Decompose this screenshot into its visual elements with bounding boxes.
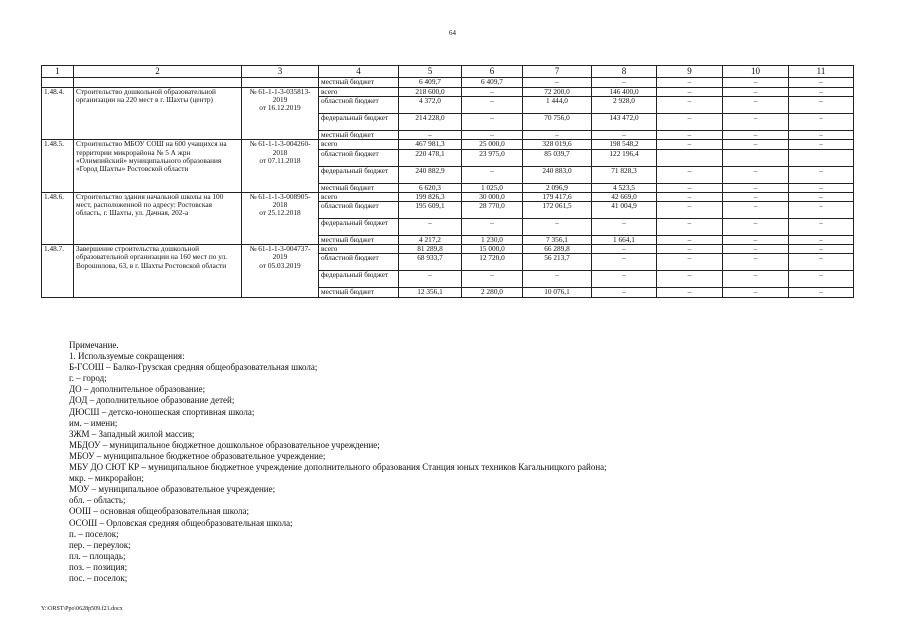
amount-cell: 1 444,0 (523, 97, 592, 114)
amount-cell: – (523, 219, 592, 236)
project-document (242, 245, 319, 297)
abbreviation-item: им. – имени; (69, 417, 118, 428)
amount-cell: 12 720,0 (462, 254, 523, 271)
abbreviation-item: МОУ – муниципальное образовательное учреждение; (69, 484, 276, 495)
column-number: 8 (592, 66, 657, 78)
amount-cell: 1 664,1 (592, 236, 657, 245)
amount-cell: – (462, 271, 523, 288)
amount-cell: 467 981,3 (399, 140, 462, 149)
table-row (42, 140, 854, 149)
document-cell (242, 78, 319, 88)
amount-cell: – (789, 114, 854, 131)
amount-cell: 4 372,0 (399, 97, 462, 114)
amount-cell: – (789, 271, 854, 288)
column-number: 9 (657, 66, 723, 78)
amount-cell: – (789, 166, 854, 183)
column-number: 3 (242, 66, 319, 78)
amount-cell: 220 478,1 (399, 149, 462, 166)
amount-cell: – (789, 288, 854, 297)
amount-cell: – (592, 78, 657, 88)
document-number: № 61-1-1-3-004260-2018 (249, 139, 311, 157)
amount-cell: 56 213,7 (523, 254, 592, 271)
amount-cell: – (657, 166, 723, 183)
amount-cell: – (789, 245, 854, 254)
funding-source: всего (319, 192, 399, 201)
amount-cell: 6 409,7 (462, 78, 523, 88)
amount-cell: 25 000,0 (462, 140, 523, 149)
abbreviation-item: пер. – переулок; (69, 539, 131, 550)
document-date: от 05.03.2019 (259, 260, 301, 270)
amount-cell: 28 770,0 (462, 202, 523, 219)
abbreviation-item: поз. – позиция; (69, 561, 128, 572)
project-name: Строительство здания начальной школы на 100 мест, расположенной по адресу: Ростовская область, г. Шахты, ул. Дачная, 202-а (74, 192, 242, 244)
amount-cell: – (723, 236, 789, 245)
funding-source: всего (319, 88, 399, 97)
amount-cell: 172 061,5 (523, 202, 592, 219)
notes-section (69, 340, 849, 584)
amount-cell: – (657, 114, 723, 131)
document-date: от 25.12.2018 (259, 208, 301, 218)
abbreviation-item: ЗЖМ – Западный жилой массив; (69, 428, 195, 439)
amount-cell: – (789, 202, 854, 219)
project-id: 1.48.6. (42, 192, 74, 244)
amount-cell: 15 000,0 (462, 245, 523, 254)
abbreviation-item: г. – город; (69, 373, 107, 384)
abbreviation-item: пос. – поселок; (69, 572, 128, 583)
amount-cell: – (657, 140, 723, 149)
amount-cell: – (789, 97, 854, 114)
amount-cell: – (657, 236, 723, 245)
amount-cell: – (592, 254, 657, 271)
amount-cell: 12 356,1 (399, 288, 462, 297)
amount-cell: – (592, 271, 657, 288)
amount-cell: 143 472,0 (592, 114, 657, 131)
amount-cell: – (723, 78, 789, 88)
amount-cell: 71 828,3 (592, 166, 657, 183)
table-header-row (42, 66, 854, 78)
amount-cell: – (657, 88, 723, 97)
project-name: Завершение строительства дошкольной образовательной организации на 160 мест по ул. Ворошилова, 63, в г. Шахты Ростовской области (74, 245, 242, 297)
amount-cell: 2 096,9 (523, 183, 592, 192)
document-number: № 61-1-1-3-004737-2019 (249, 244, 311, 262)
amount-cell: 1 025,0 (462, 183, 523, 192)
amount-cell: – (462, 88, 523, 97)
abbreviation-item: МБДОУ – муниципальное бюджетное дошкольное образовательное учреждение; (69, 439, 380, 450)
amount-cell: – (657, 219, 723, 236)
amount-cell: – (399, 131, 462, 140)
amount-cell: – (723, 202, 789, 219)
column-number: 2 (74, 66, 242, 78)
funding-source: всего (319, 245, 399, 254)
amount-cell: 199 826,3 (399, 192, 462, 201)
abbreviation-item: обл. – область; (69, 495, 126, 506)
amount-cell: 122 196,4 (592, 149, 657, 166)
column-number: 6 (462, 66, 523, 78)
abbreviation-item: ДО – дополнительное образование; (69, 384, 206, 395)
amount-cell: – (523, 131, 592, 140)
project-document (242, 192, 319, 244)
amount-cell: – (789, 219, 854, 236)
funding-source: всего (319, 140, 399, 149)
amount-cell: – (723, 271, 789, 288)
amount-cell: – (789, 183, 854, 192)
amount-cell: 2 928,0 (592, 97, 657, 114)
amount-cell: – (523, 78, 592, 88)
amount-cell: 240 882,9 (399, 166, 462, 183)
amount-cell: 30 000,0 (462, 192, 523, 201)
project-name: Строительство МБОУ СОШ на 600 учащихся на территории микрорайона № 5 А жрн «Олимпийский» муниципального образования «Город Шахты» Ростовской области (74, 140, 242, 192)
notes-title: Примечание. (69, 340, 119, 350)
abbreviation-item: ДОД – дополнительное образование детей; (69, 395, 235, 406)
footer-file-path: Y:\ORST\Ppo\0628p509.f21.docx (41, 606, 123, 612)
funding-source: федеральный бюджет (319, 114, 399, 131)
funding-source: областной бюджет (319, 97, 399, 114)
amount-cell: 214 228,0 (399, 114, 462, 131)
project-id: 1.48.5. (42, 140, 74, 192)
amount-cell: – (723, 166, 789, 183)
document-number: № 61-1-1-3-008905-2018 (249, 192, 311, 210)
funding-source: местный бюджет (319, 183, 399, 192)
funding-source: областной бюджет (319, 202, 399, 219)
amount-cell: 2 280,0 (462, 288, 523, 297)
funding-source: федеральный бюджет (319, 271, 399, 288)
table-row (42, 245, 854, 254)
amount-cell: 42 669,0 (592, 192, 657, 201)
amount-cell: – (462, 131, 523, 140)
amount-cell: – (657, 97, 723, 114)
abbreviation-item: МБОУ – муниципальное бюджетное образовательное учреждение; (69, 450, 326, 461)
amount-cell: 81 289,8 (399, 245, 462, 254)
column-number: 10 (723, 66, 789, 78)
amount-cell: – (592, 245, 657, 254)
abbreviation-item: пл. – площадь; (69, 550, 126, 561)
amount-cell: 66 289,8 (523, 245, 592, 254)
amount-cell: – (723, 88, 789, 97)
amount-cell: – (462, 219, 523, 236)
amount-cell: – (592, 288, 657, 297)
amount-cell: – (592, 219, 657, 236)
amount-cell: – (723, 245, 789, 254)
funding-table (41, 65, 854, 298)
column-number: 11 (789, 66, 854, 78)
amount-cell: 6 620,3 (399, 183, 462, 192)
abbreviations-list (69, 362, 849, 584)
abbreviation-item: МБУ ДО СЮТ КР – муниципальное бюджетное учреждение дополнительного образования Станция юных техников Кагальницкого района; (69, 462, 607, 473)
amount-cell: – (657, 271, 723, 288)
table-body (42, 66, 854, 298)
funding-source: местный бюджет (319, 131, 399, 140)
project-id: 1.48.4. (42, 88, 74, 140)
amount-cell: 41 004,9 (592, 202, 657, 219)
amount-cell: 7 356,1 (523, 236, 592, 245)
amount-cell: 179 417,6 (523, 192, 592, 201)
project-document (242, 88, 319, 140)
amount-cell: – (462, 166, 523, 183)
amount-cell: – (789, 192, 854, 201)
page-number: 64 (449, 29, 456, 37)
amount-cell: – (789, 140, 854, 149)
amount-cell: – (657, 131, 723, 140)
amount-cell: – (399, 271, 462, 288)
amount-cell: 4 523,5 (592, 183, 657, 192)
amount-cell: – (523, 271, 592, 288)
amount-cell: – (789, 254, 854, 271)
column-number: 4 (319, 66, 399, 78)
table-row (42, 192, 854, 201)
amount-cell: – (723, 97, 789, 114)
amount-cell: 6 409,7 (399, 78, 462, 88)
amount-cell: – (723, 254, 789, 271)
document-number: № 61-1-1-3-035813-2019 (249, 87, 311, 105)
amount-cell (789, 149, 854, 166)
funding-source: местный бюджет (319, 288, 399, 297)
amount-cell: 328 019,6 (523, 140, 592, 149)
amount-cell: – (592, 131, 657, 140)
funding-source: местный бюджет (319, 78, 399, 88)
amount-cell: 4 217,2 (399, 236, 462, 245)
document-date: от 16.12.2019 (259, 103, 301, 113)
amount-cell: – (723, 288, 789, 297)
amount-cell: – (723, 131, 789, 140)
column-number: 7 (523, 66, 592, 78)
amount-cell: – (657, 254, 723, 271)
project-id: 1.48.7. (42, 245, 74, 297)
funding-source: областной бюджет (319, 254, 399, 271)
amount-cell: – (789, 236, 854, 245)
document-date: от 07.11.2018 (259, 155, 301, 165)
amount-cell: 146 400,0 (592, 88, 657, 97)
funding-source: федеральный бюджет (319, 166, 399, 183)
amount-cell: 70 756,0 (523, 114, 592, 131)
column-number: 1 (42, 66, 74, 78)
amount-cell: – (723, 183, 789, 192)
amount-cell: 23 975,0 (462, 149, 523, 166)
amount-cell: – (723, 192, 789, 201)
amount-cell: – (657, 202, 723, 219)
amount-cell (657, 149, 723, 166)
funding-source: федеральный бюджет (319, 219, 399, 236)
abbreviation-item: Б-ГСОШ – Балко-Грузская средняя общеобразовательная школа; (69, 362, 318, 373)
abbreviation-item: ОСОШ – Орловская средняя общеобразовательная школа; (69, 517, 293, 528)
column-number: 5 (399, 66, 462, 78)
amount-cell: 195 609,1 (399, 202, 462, 219)
amount-cell: – (399, 219, 462, 236)
project-name-cell (74, 78, 242, 88)
amount-cell: – (789, 131, 854, 140)
amount-cell: – (462, 114, 523, 131)
amount-cell: – (723, 140, 789, 149)
table-row (42, 88, 854, 97)
abbreviation-item: п. – поселок; (69, 528, 119, 539)
funding-source: областной бюджет (319, 149, 399, 166)
amount-cell (723, 149, 789, 166)
amount-cell: – (462, 97, 523, 114)
project-document (242, 140, 319, 192)
row-id-cell (42, 78, 74, 88)
amount-cell: – (723, 114, 789, 131)
amount-cell: – (789, 88, 854, 97)
amount-cell: 1 230,0 (462, 236, 523, 245)
amount-cell: – (657, 183, 723, 192)
amount-cell: 218 600,0 (399, 88, 462, 97)
abbreviation-item: ООШ – основная общеобразовательная школа; (69, 506, 249, 517)
amount-cell: 240 883,0 (523, 166, 592, 183)
amount-cell: 72 200,0 (523, 88, 592, 97)
amount-cell: 68 933,7 (399, 254, 462, 271)
amount-cell: – (657, 192, 723, 201)
project-name: Строительство дошкольной образовательной организации на 220 мест в г. Шахты (центр) (74, 88, 242, 140)
notes-subtitle: 1. Используемые сокращения: (69, 351, 185, 362)
amount-cell: – (657, 78, 723, 88)
amount-cell: 10 076,1 (523, 288, 592, 297)
amount-cell: – (657, 288, 723, 297)
abbreviation-item: мкр. – микрорайон; (69, 473, 144, 484)
amount-cell: 198 548,2 (592, 140, 657, 149)
table-row (42, 78, 854, 88)
amount-cell: – (657, 245, 723, 254)
abbreviation-item: ДЮСШ – детско-юношеская спортивная школа; (69, 406, 255, 417)
amount-cell: – (723, 219, 789, 236)
funding-source: местный бюджет (319, 236, 399, 245)
amount-cell: 85 039,7 (523, 149, 592, 166)
amount-cell: – (789, 78, 854, 88)
